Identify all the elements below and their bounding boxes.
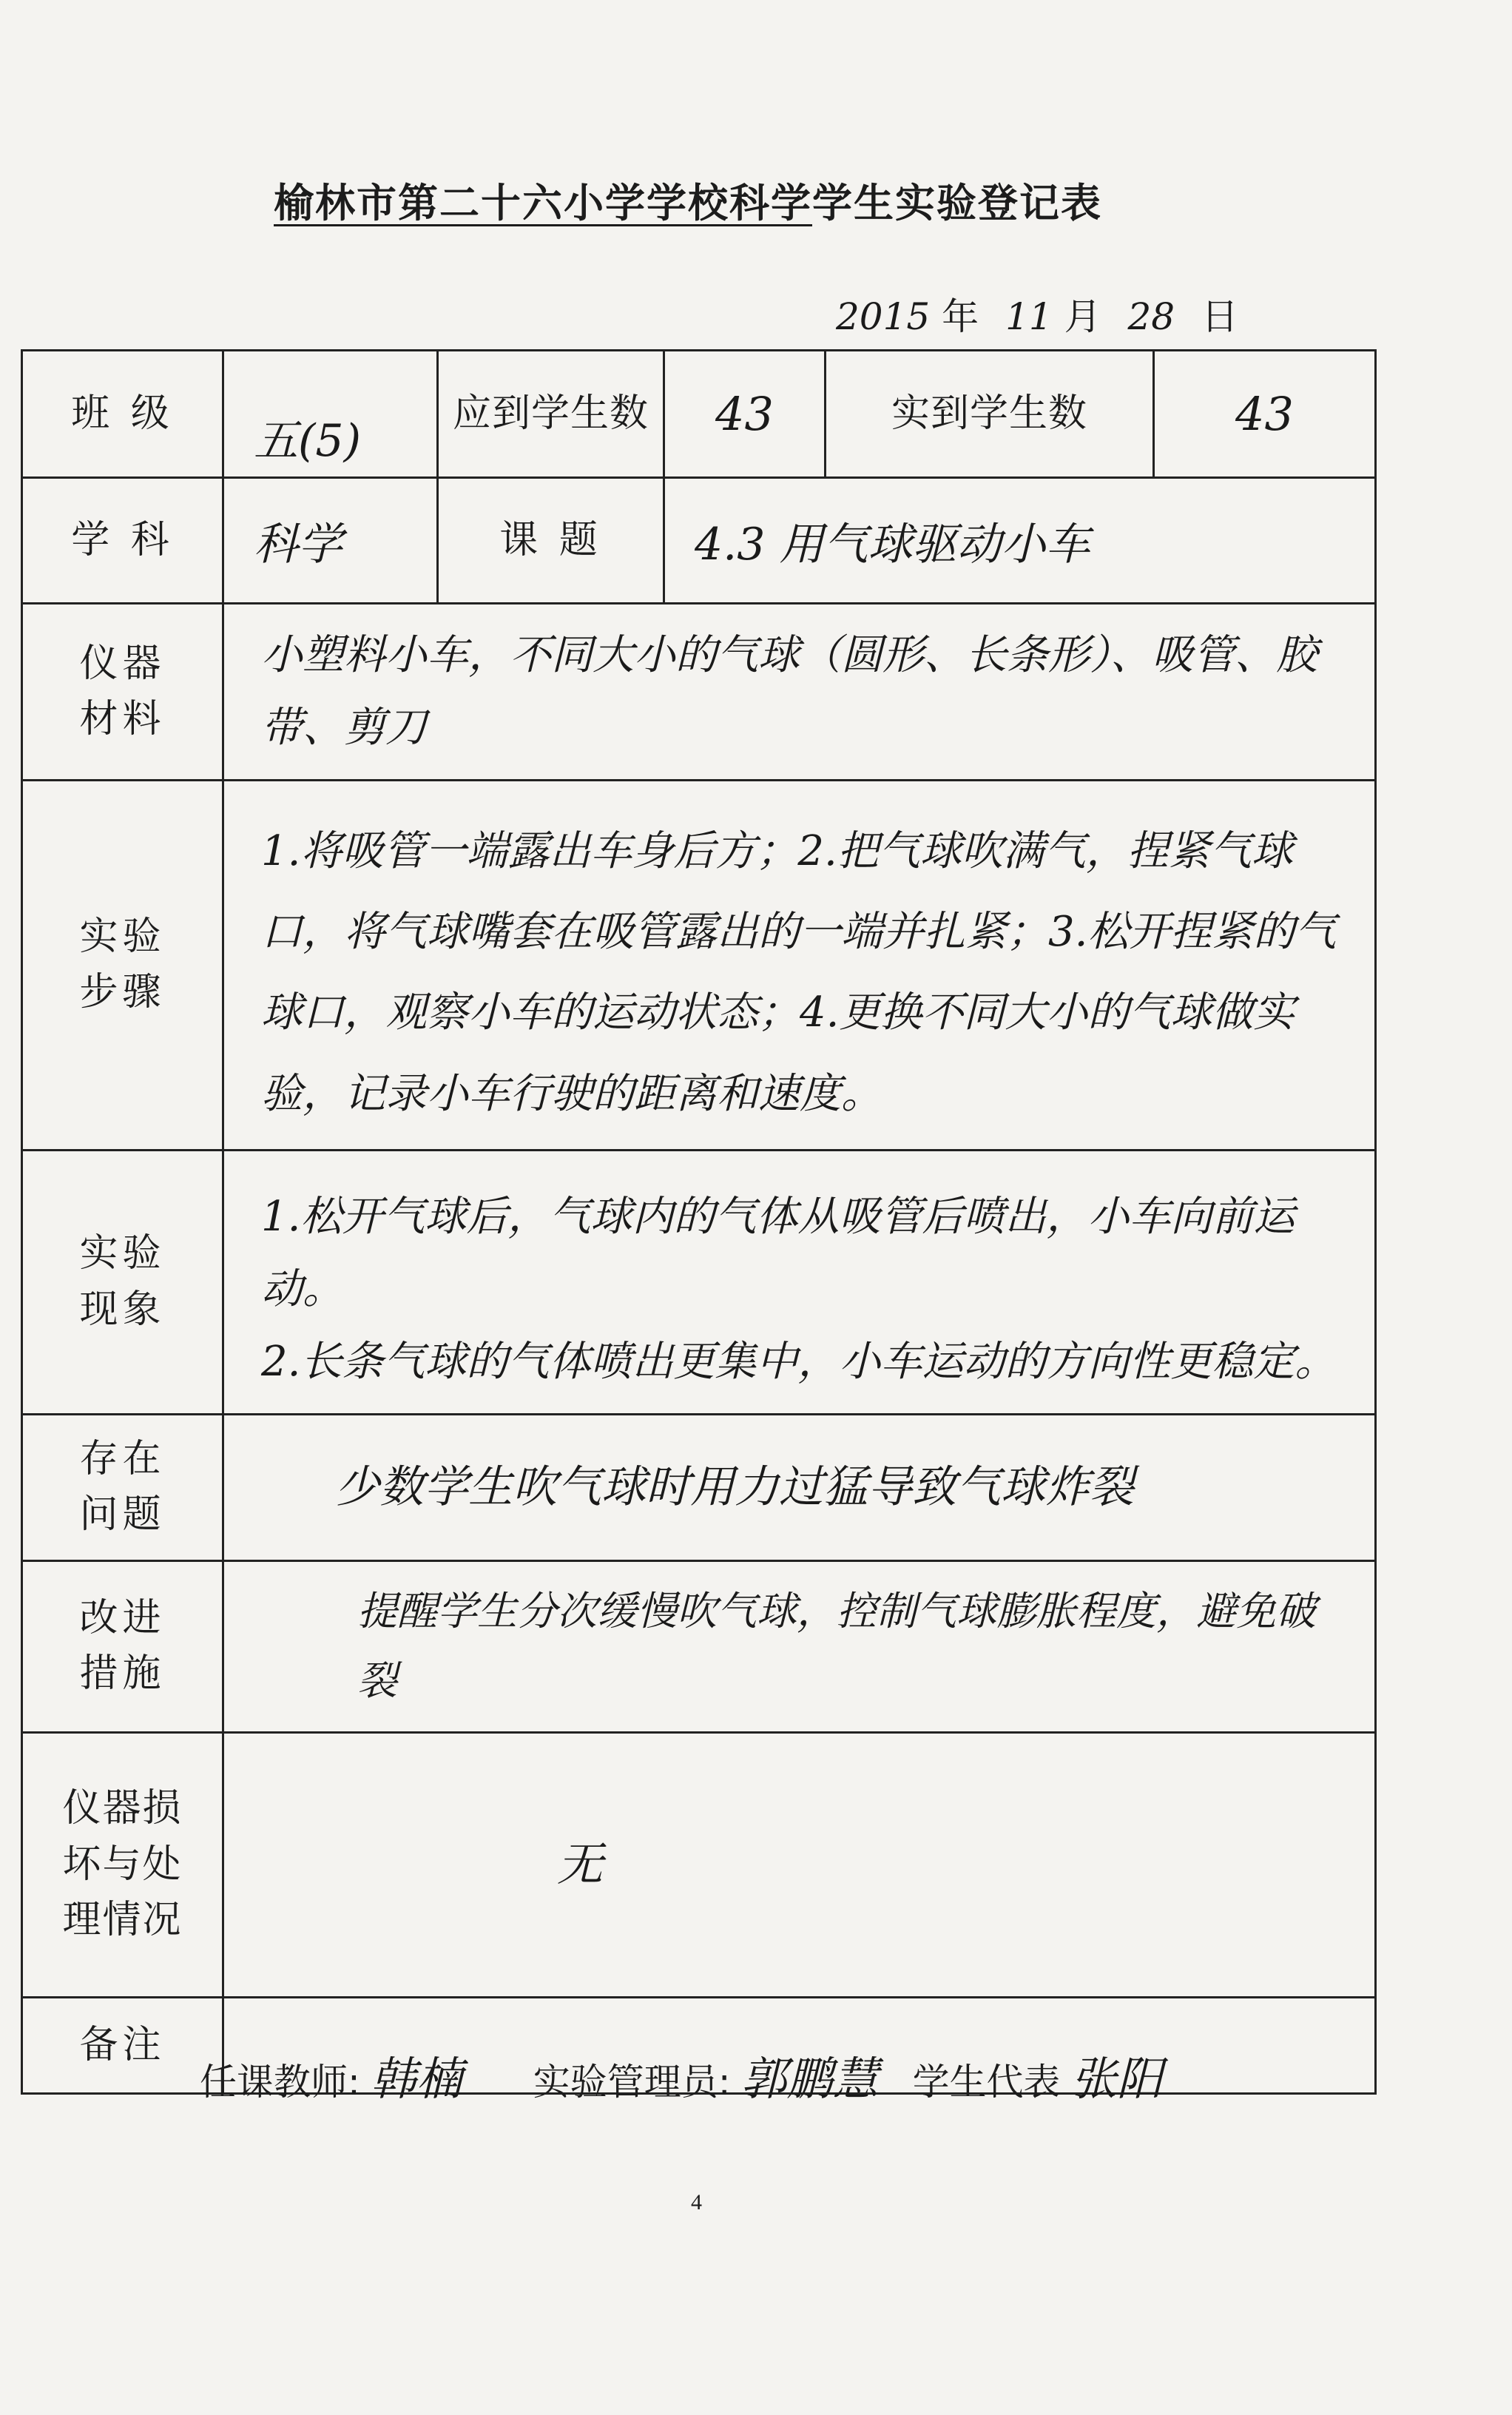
school-suffix: 学校	[647, 180, 729, 226]
page-number: 4	[691, 2190, 702, 2214]
admin-signature: 郭鹏慧	[740, 2052, 879, 2106]
steps-label	[22, 781, 223, 1151]
phenomena-label	[22, 1150, 223, 1414]
improvements-label-line1: 改进	[79, 1595, 166, 1640]
problems-label-line2: 问题	[79, 1492, 166, 1537]
improvements-value: 提醒学生分次缓慢吹气球，控制气球膨胀程度，避免破裂	[223, 1560, 1376, 1732]
materials-label	[22, 604, 223, 781]
damage-label-line2: 坏与处	[62, 1842, 183, 1887]
form-name: 学生实验登记表	[812, 180, 1102, 226]
student-label: 学生代表	[912, 2061, 1061, 2104]
expected-label: 应到学生数	[438, 351, 664, 478]
table-row	[22, 1732, 1376, 1997]
date-day: 28	[1127, 295, 1175, 338]
damage-label-line3: 理情况	[62, 1897, 183, 1942]
table-row	[22, 1150, 1376, 1414]
topic-label: 课 题	[438, 478, 664, 604]
date-year-label: 年	[942, 295, 979, 338]
phenomena-line1: 1.松开气球后，气球内的气体从吸管后喷出，小车向前运动。	[261, 1192, 1295, 1313]
materials-label-line2: 材料	[79, 697, 166, 741]
table-row	[22, 351, 1376, 478]
subject-name: 科学	[729, 180, 812, 226]
table-row	[22, 478, 1376, 604]
problems-label-line1: 存在	[79, 1436, 166, 1481]
table-row	[22, 781, 1376, 1151]
date-day-label: 日	[1201, 295, 1239, 338]
registration-table	[21, 349, 1377, 2095]
signature-line	[200, 2042, 1222, 2108]
teacher-signature: 韩楠	[370, 2052, 462, 2106]
student-signature: 张阳	[1070, 2052, 1163, 2106]
class-label: 班 级	[22, 351, 223, 478]
phenomena-label-line1: 实验	[79, 1231, 166, 1276]
table-row	[22, 604, 1376, 781]
expected-value: 43	[664, 351, 826, 478]
actual-value: 43	[1154, 351, 1376, 478]
date-month: 11	[1005, 295, 1053, 338]
improvements-label-line2: 措施	[79, 1651, 166, 1697]
steps-label-line2: 步骤	[79, 970, 166, 1015]
materials-value: 小塑料小车，不同大小的气球（圆形、长条形）、吸管、胶带、剪刀	[223, 604, 1376, 781]
subject-label: 学 科	[22, 478, 223, 604]
phenomena-label-line2: 现象	[79, 1287, 166, 1332]
damage-value: 无	[223, 1732, 1376, 1997]
actual-label: 实到学生数	[826, 351, 1154, 478]
improvements-label	[22, 1560, 223, 1732]
teacher-label: 任课教师:	[200, 2061, 360, 2104]
phenomena-line2: 2.长条气球的气体喷出更集中，小车运动的方向性更稳定。	[261, 1337, 1337, 1386]
subject-value: 科学	[223, 478, 438, 604]
damage-label-line1: 仪器损	[62, 1786, 183, 1831]
problems-label	[22, 1414, 223, 1560]
phenomena-value	[223, 1150, 1376, 1414]
date-month-label: 月	[1064, 295, 1101, 338]
problems-value: 少数学生吹气球时用力过猛导致气球炸裂	[223, 1414, 1376, 1560]
steps-label-line1: 实验	[79, 914, 166, 959]
table-row	[22, 1414, 1376, 1560]
steps-value: 1.将吸管一端露出车身后方；2.把气球吹满气，捏紧气球口，将气球嘴套在吸管露出的一端并扎紧；3.松开捏紧的气球口，观察小车的运动状态；4.更换不同大小的气球做实验，记录小车行驶的距离和速度。	[223, 781, 1376, 1151]
school-name: 榆林市第二十六小学	[274, 180, 647, 226]
topic-value: 4.3 用气球驱动小车	[664, 478, 1376, 604]
form-title	[274, 172, 1102, 229]
admin-label: 实验管理员:	[533, 2061, 731, 2104]
class-value: 五(5)	[223, 351, 438, 478]
damage-label	[22, 1732, 223, 1997]
materials-label-line1: 仪器	[79, 641, 166, 686]
remarks-label: 备注	[22, 1997, 223, 2093]
date-year: 2015	[836, 295, 931, 338]
table-row	[22, 1560, 1376, 1732]
date-line	[836, 287, 1238, 340]
